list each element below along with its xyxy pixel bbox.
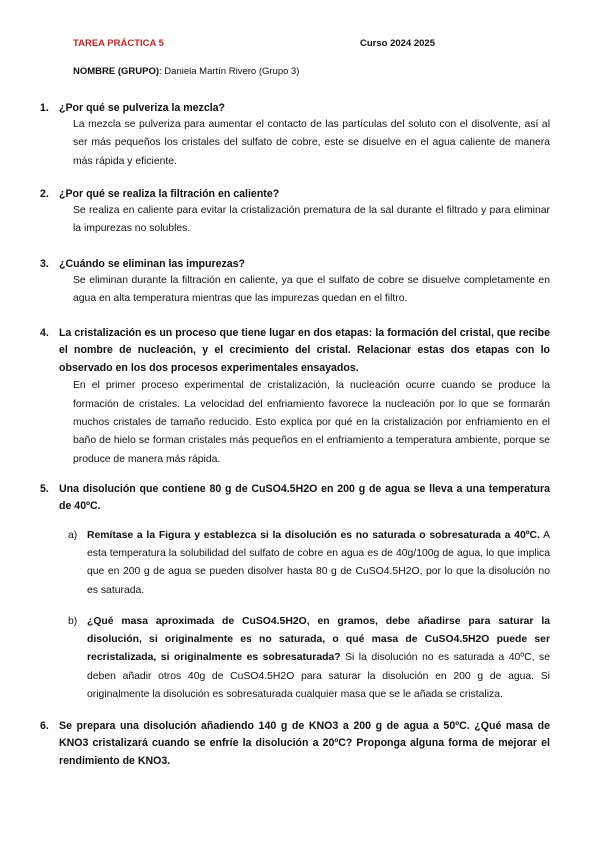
question-6 bbox=[40, 718, 550, 770]
question-number: 5. bbox=[40, 483, 49, 495]
question-number: 2. bbox=[40, 188, 49, 200]
question-5a bbox=[68, 527, 550, 600]
answer-text: Se realiza en caliente para evitar la cristalización prematura de la sal durante el filtrado y para eliminar la impurezas no solubles. bbox=[73, 205, 550, 235]
task-title: TAREA PRÁCTICA 5 bbox=[73, 38, 164, 49]
question-number: 1. bbox=[40, 102, 49, 114]
sub-answer-text: Si la disolución no es saturada a 40ºC, se deben añadir otros 40g de CuSO4.5H2O para saturar la disolución en 200 g de agua. Si originalmente la disolución es sobresaturada cualquier masa que se le añada se cristaliza. bbox=[87, 652, 550, 700]
name-label: NOMBRE (GRUPO) bbox=[73, 66, 160, 77]
question-number: 6. bbox=[40, 720, 49, 732]
question-5b bbox=[68, 613, 550, 704]
question-text: La cristalización es un proceso que tiene lugar en dos etapas: la formación del cristal, que recibe el nombre de nucleación, y el crecimiento del cristal. Relacionar estas dos etapas con lo observado en los dos procesos experimentales ensayados. bbox=[59, 327, 550, 374]
question-number: 3. bbox=[40, 258, 49, 270]
sub-question-text: Remítase a la Figura y establezca si la disolución es no saturada o sobresaturada a 40ºC. bbox=[87, 530, 540, 541]
student-name-line bbox=[73, 66, 299, 77]
question-text: ¿Por qué se realiza la filtración en caliente? bbox=[59, 188, 280, 200]
question-text: ¿Cuándo se eliminan las impurezas? bbox=[59, 258, 246, 270]
sub-question-text: ¿Qué masa aproximada de CuSO4.5H2O, en gramos, debe añadirse para saturar la disolución, si originalmente es no saturada, o qué masa de CuSO4.5H2O puede ser recristalizada, si originalmente es sobresaturada? bbox=[87, 616, 550, 664]
answer-text: En el primer proceso experimental de cristalización, la nucleación ocurre cuando se produce la formación de cristales. La velocidad del enfriamiento favorece la nucleación por lo que se formarán muchos cristales de tamaño reducido. Esto explica por qué en la cristalización por enfriamiento en el baño de hielo se forman cristales más pequeños en el enfriamiento a temperatura ambiente, porque se produce de manera más rápida. bbox=[73, 380, 550, 465]
sub-answer-text: A esta temperatura la solubilidad del sulfato de cobre en agua es de 40g/100g de agua, lo que implica que en 200 g de agua se pueden disolver hasta 80 g de CuSO4.5H2O, por lo que la disolución no es saturada. bbox=[87, 530, 551, 596]
name-value: : Daniela Martín Rivero (Grupo 3) bbox=[159, 66, 300, 77]
answer-text: Se eliminan durante la filtración en caliente, ya que el sulfato de cobre se disuelve completamente en agua en alta temperatura mientras que las impurezas quedan en el filtro. bbox=[73, 275, 550, 305]
question-2 bbox=[40, 186, 550, 239]
question-5 bbox=[40, 481, 550, 516]
question-text: ¿Por qué se pulveriza la mezcla? bbox=[59, 102, 226, 114]
question-text: Se prepara una disolución añadiendo 140 g de KNO3 a 200 g de agua a 50ºC. ¿Qué masa de KNO3 cristalizará cuando se enfríe la disolución a 20ºC? Proponga alguna forma de mejorar el rendimiento de KNO3. bbox=[59, 720, 550, 767]
question-text: Una disolución que contiene 80 g de CuSO4.5H2O en 200 g de agua se lleva a una temperatura de 40ºC. bbox=[59, 483, 550, 513]
question-4 bbox=[40, 325, 550, 469]
course-year: Curso 2024 2025 bbox=[360, 38, 435, 49]
question-number: 4. bbox=[40, 327, 49, 339]
sub-label: a) bbox=[68, 530, 78, 541]
question-1 bbox=[40, 100, 550, 171]
answer-text: La mezcla se pulveriza para aumentar el contacto de las partículas del soluto con el disolvente, así al ser más pequeños los cristales del sulfato de cobre, este se disuelve en el agua caliente de manera más rápida y eficiente. bbox=[73, 119, 550, 167]
sub-label: b) bbox=[68, 616, 78, 627]
question-3 bbox=[40, 256, 550, 309]
